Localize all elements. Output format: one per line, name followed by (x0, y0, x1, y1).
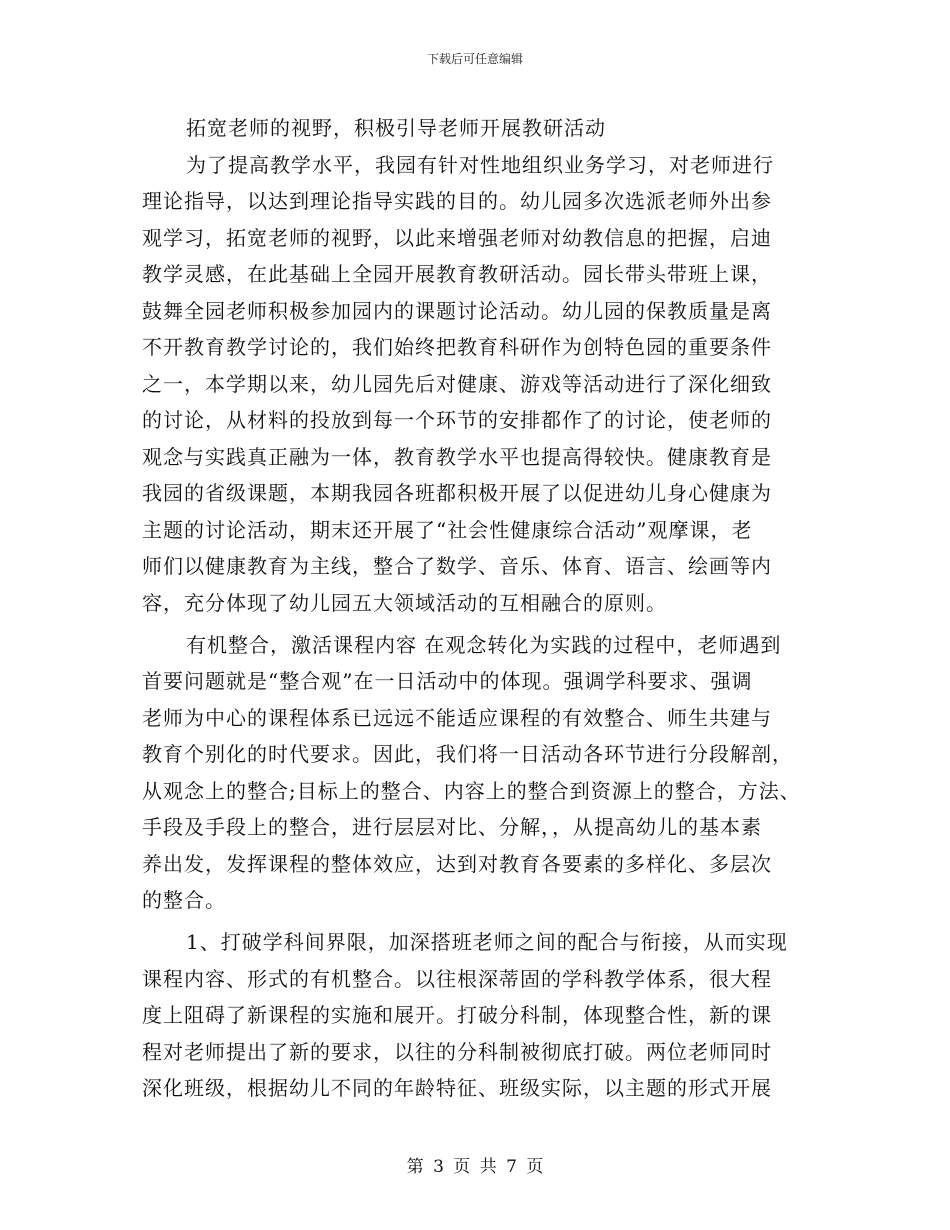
paragraph-line: 为了提高教学水平，我园有针对性地组织业务学习，对老师进行 (186, 153, 774, 177)
paragraph-line: 老师为中心的课程体系已远远不能适应课程的有效整合、师生共建与 (142, 706, 772, 730)
paragraph-line: 主题的讨论活动，期末还开展了“社会性健康综合活动”观摩课，老 (142, 518, 753, 542)
paragraph-line: 的讨论，从材料的投放到每一个环节的安排都作了的讨论，使老师的 (142, 408, 772, 432)
paragraph-line: 观念与实践真正融为一体，教育教学水平也提高得较快。健康教育是 (142, 445, 772, 469)
paragraph-line: 不开教育教学讨论的，我们始终把教育科研作为创特色园的重要条件 (142, 335, 772, 359)
paragraph-line: 教学灵感，在此基础上全园开展教育教研活动。园长带头带班上课， (142, 262, 772, 286)
paragraph-line: 度上阻碍了新课程的实施和展开。打破分科制，体现整合性，新的课 (142, 1003, 772, 1027)
paragraph-line: 程对老师提出了新的要求，以往的分科制被彻底打破。两位老师同时 (142, 1040, 772, 1064)
paragraph-line: 师们以健康教育为主线，整合了数学、音乐、体育、语言、绘画等内 (142, 554, 772, 578)
paragraph-line: 课程内容、形式的有机整合。以往根深蒂固的学科教学体系，很大程 (142, 967, 772, 991)
paragraph-line: 手段及手段上的整合，进行层层对比、分解，，从提高幼儿的基本素 (142, 815, 762, 839)
paragraph-line: 之一，本学期以来，幼儿园先后对健康、游戏等活动进行了深化细致 (142, 372, 772, 396)
paragraph-line: 从观念上的整合;目标上的整合、内容上的整合到资源上的整合，方法、 (142, 779, 801, 803)
paragraph-line: 的整合。 (142, 888, 226, 912)
page-header: 下载后可任意编辑 (426, 52, 523, 66)
paragraph-line: 理论指导，以达到理论指导实践的目的。幼儿园多次选派老师外出参 (142, 189, 772, 213)
paragraph-line: 有机整合，激活课程内容 在观念转化为实践的过程中，老师遇到 (186, 633, 782, 657)
paragraph-line: 深化班级，根据幼儿不同的年龄特征、班级实际，以主题的形式开展 (142, 1076, 772, 1100)
paragraph-line: 教育个别化的时代要求。因此，我们将一日活动各环节进行分段解剖， (142, 742, 793, 766)
paragraph-line: 首要问题就是“整合观”在一日活动中的体现。强调学科要求、强调 (142, 669, 753, 693)
paragraph-line: 1、打破学科间界限，加深搭班老师之间的配合与衔接，从而实现 (186, 930, 788, 954)
paragraph-line: 容，充分体现了幼儿园五大领域活动的互相融合的原则。 (142, 591, 667, 615)
paragraph-line: 观学习，拓宽老师的视野，以此来增强老师对幼教信息的把握，启迪 (142, 226, 772, 250)
page-footer: 第 3 页 共 7 页 (406, 1157, 544, 1177)
section-heading: 拓宽老师的视野，积极引导老师开展教研活动 (186, 116, 606, 140)
paragraph-line: 鼓舞全园老师积极参加园内的课题讨论活动。幼儿园的保教质量是离 (142, 299, 772, 323)
paragraph-line: 养出发，发挥课程的整体效应，达到对教育各要素的多样化、多层次 (142, 852, 772, 876)
paragraph-line: 我园的省级课题，本期我园各班都积极开展了以促进幼儿身心健康为 (142, 481, 772, 505)
